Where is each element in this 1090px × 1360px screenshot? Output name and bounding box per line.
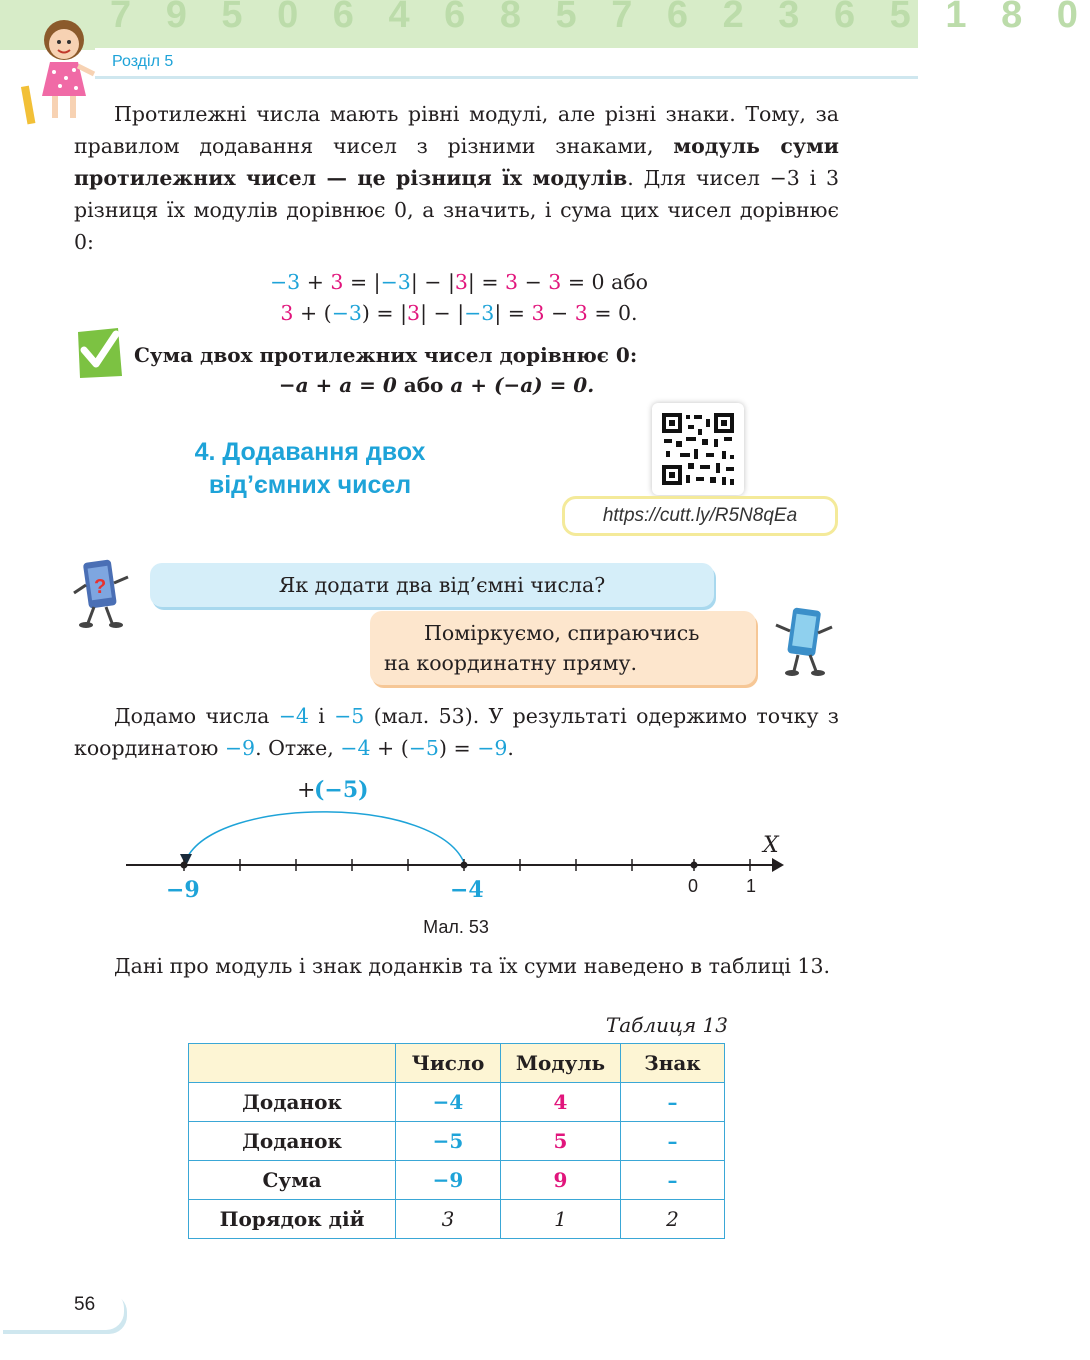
- eq1-mid: | − |: [410, 270, 455, 294]
- qr-link[interactable]: https://cutt.ly/R5N8qEa: [562, 496, 838, 536]
- sign-cell: –: [621, 1122, 725, 1161]
- axis-arrowhead: [772, 858, 784, 872]
- label-minus4: −4: [450, 877, 484, 903]
- modulus-cell: 5: [501, 1122, 621, 1161]
- p2-n5: −5: [408, 736, 439, 760]
- point-minus4: [461, 862, 468, 869]
- label-minus9: −9: [166, 877, 200, 903]
- section-heading: [150, 436, 470, 502]
- rule-formula: [134, 370, 839, 400]
- arc-plus-sign: +: [297, 778, 316, 803]
- eq1-c: −3: [380, 270, 411, 294]
- heading-line1: 4. Додавання двох: [194, 438, 426, 466]
- table-header-cell: [189, 1044, 396, 1083]
- robot-answer-icon: [770, 603, 840, 679]
- heading-line2: від’ємних чисел: [208, 471, 412, 499]
- row-label: Сума: [189, 1161, 396, 1200]
- intro-text-bold: модуль суми протилежних чисел — це різниця їх модулів: [74, 134, 840, 190]
- number-cell: −5: [396, 1122, 501, 1161]
- eq1-minus: −: [518, 270, 549, 294]
- intro-paragraph: [74, 98, 839, 258]
- table-row: [189, 1161, 725, 1200]
- robot-question-icon: [72, 555, 142, 631]
- eq2-d: −3: [464, 301, 495, 325]
- arc-value-label: (−5): [314, 777, 369, 803]
- answer-bubble: [370, 611, 756, 685]
- figure-caption: Мал. 53: [423, 917, 489, 937]
- eq2-tail: | =: [494, 301, 532, 325]
- data-table: [188, 1043, 725, 1239]
- sign-cell: –: [621, 1083, 725, 1122]
- point-zero: [691, 862, 698, 869]
- order-cell: 2: [621, 1200, 725, 1239]
- header-banner: [0, 0, 1090, 50]
- table-header-cell: Знак: [621, 1044, 725, 1083]
- checkmark-icon: [74, 326, 124, 380]
- eq1-eqbar: = |: [343, 270, 381, 294]
- p2-t7: .: [507, 736, 514, 760]
- p2-t4: . Отже,: [255, 736, 341, 760]
- eq2-c: 3: [407, 301, 421, 325]
- table-row: [189, 1122, 725, 1161]
- p2-n3: −9: [224, 736, 256, 760]
- eq2-b: −3: [331, 301, 362, 325]
- question-bubble: Як додати два від’ємні числа?: [150, 563, 714, 607]
- order-cell: 3: [396, 1200, 501, 1239]
- row-label: Доданок: [189, 1083, 396, 1122]
- table-header-row: [189, 1044, 725, 1083]
- p2-n1: −4: [278, 704, 309, 728]
- rule-line1: Сума двох протилежних чисел дорівнює 0:: [134, 343, 638, 367]
- section-label: Розділ 5: [112, 53, 174, 70]
- order-cell: 1: [501, 1200, 621, 1239]
- p2-t5: + (: [370, 736, 409, 760]
- p2-n4: −4: [340, 736, 371, 760]
- eq2-f: 3: [574, 301, 588, 325]
- p2-n6: −9: [477, 736, 508, 760]
- axis-x-label: X: [763, 833, 779, 858]
- rule-formula-b: a + (−a) = 0.: [443, 373, 595, 397]
- row-label: Доданок: [189, 1122, 396, 1161]
- page-number-tab: [0, 1290, 124, 1330]
- table-row: [189, 1200, 725, 1239]
- number-cell: −4: [396, 1083, 501, 1122]
- eq1-tail: | =: [467, 270, 506, 294]
- intro-text-b: . Для чисел −3 і 3 різниця їх модулів дорівнює 0, а значить, і сума цих чисел дорівнює 0:: [74, 166, 840, 254]
- eq1-a: −3: [269, 270, 301, 294]
- rule-formula-a: −a + a = 0: [278, 373, 404, 397]
- eq2-mid: | − |: [420, 301, 465, 325]
- number-line-figure: [0, 770, 918, 910]
- label-zero: 0: [688, 876, 699, 896]
- addition-paragraph: [74, 700, 839, 764]
- table-header-cell: Число: [396, 1044, 501, 1083]
- banner-digits: 7 9 5 0 6 4 6 8 5 7 6 2 3 6 5 1 8 0: [110, 0, 1090, 36]
- modulus-cell: 4: [501, 1083, 621, 1122]
- table-header-cell: Модуль: [501, 1044, 621, 1083]
- equation-1: [0, 266, 918, 298]
- eq1-e: 3: [505, 270, 519, 294]
- eq2-open: + (: [293, 301, 332, 325]
- jump-arc: [186, 812, 465, 865]
- table-caption: Таблиця 13: [605, 1013, 728, 1037]
- sign-cell: –: [621, 1161, 725, 1200]
- answer-line1: Поміркуємо, спираючись: [424, 621, 700, 645]
- table-row: [189, 1083, 725, 1122]
- p2-n2: −5: [334, 704, 365, 728]
- page-number: 56: [74, 1294, 96, 1315]
- number-cell: −9: [396, 1161, 501, 1200]
- table-intro-paragraph: Дані про модуль і знак доданків та їх суми наведено в таблиці 13.: [114, 954, 831, 978]
- intro-text-a: Протилежні числа мають рівні модулі, але різні знаки. Тому, за правилом додавання чисел з різними знаками,: [74, 102, 839, 158]
- rule-formula-word: або: [403, 373, 444, 397]
- p2-t2: і: [308, 704, 335, 728]
- eq2-e: 3: [531, 301, 545, 325]
- eq1-end: = 0 або: [561, 270, 649, 294]
- eq2-a: 3: [280, 301, 294, 325]
- p2-t1: Додамо числа: [114, 704, 279, 728]
- point-minus9: [181, 862, 188, 869]
- eq1-plus: +: [300, 270, 331, 294]
- modulus-cell: 9: [501, 1161, 621, 1200]
- answer-line2: на координатну пряму.: [384, 651, 638, 675]
- p2-t6: ) =: [438, 736, 478, 760]
- row-label: Порядок дій: [189, 1200, 396, 1239]
- section-bar: [95, 48, 918, 79]
- equation-2: [0, 297, 918, 329]
- eq2-end: = 0.: [587, 301, 638, 325]
- label-one: 1: [746, 876, 757, 896]
- qr-code-icon[interactable]: [652, 403, 744, 495]
- rule-statement: [134, 340, 839, 400]
- eq2-eqbar: ) = |: [361, 301, 408, 325]
- p2-t3: (мал. 53). У результаті одержимо точку з координатою: [74, 704, 839, 760]
- eq1-d: 3: [454, 270, 468, 294]
- eq1-f: 3: [548, 270, 562, 294]
- eq1-b: 3: [330, 270, 344, 294]
- svg-text:?: ?: [94, 576, 107, 598]
- eq2-minus: −: [544, 301, 575, 325]
